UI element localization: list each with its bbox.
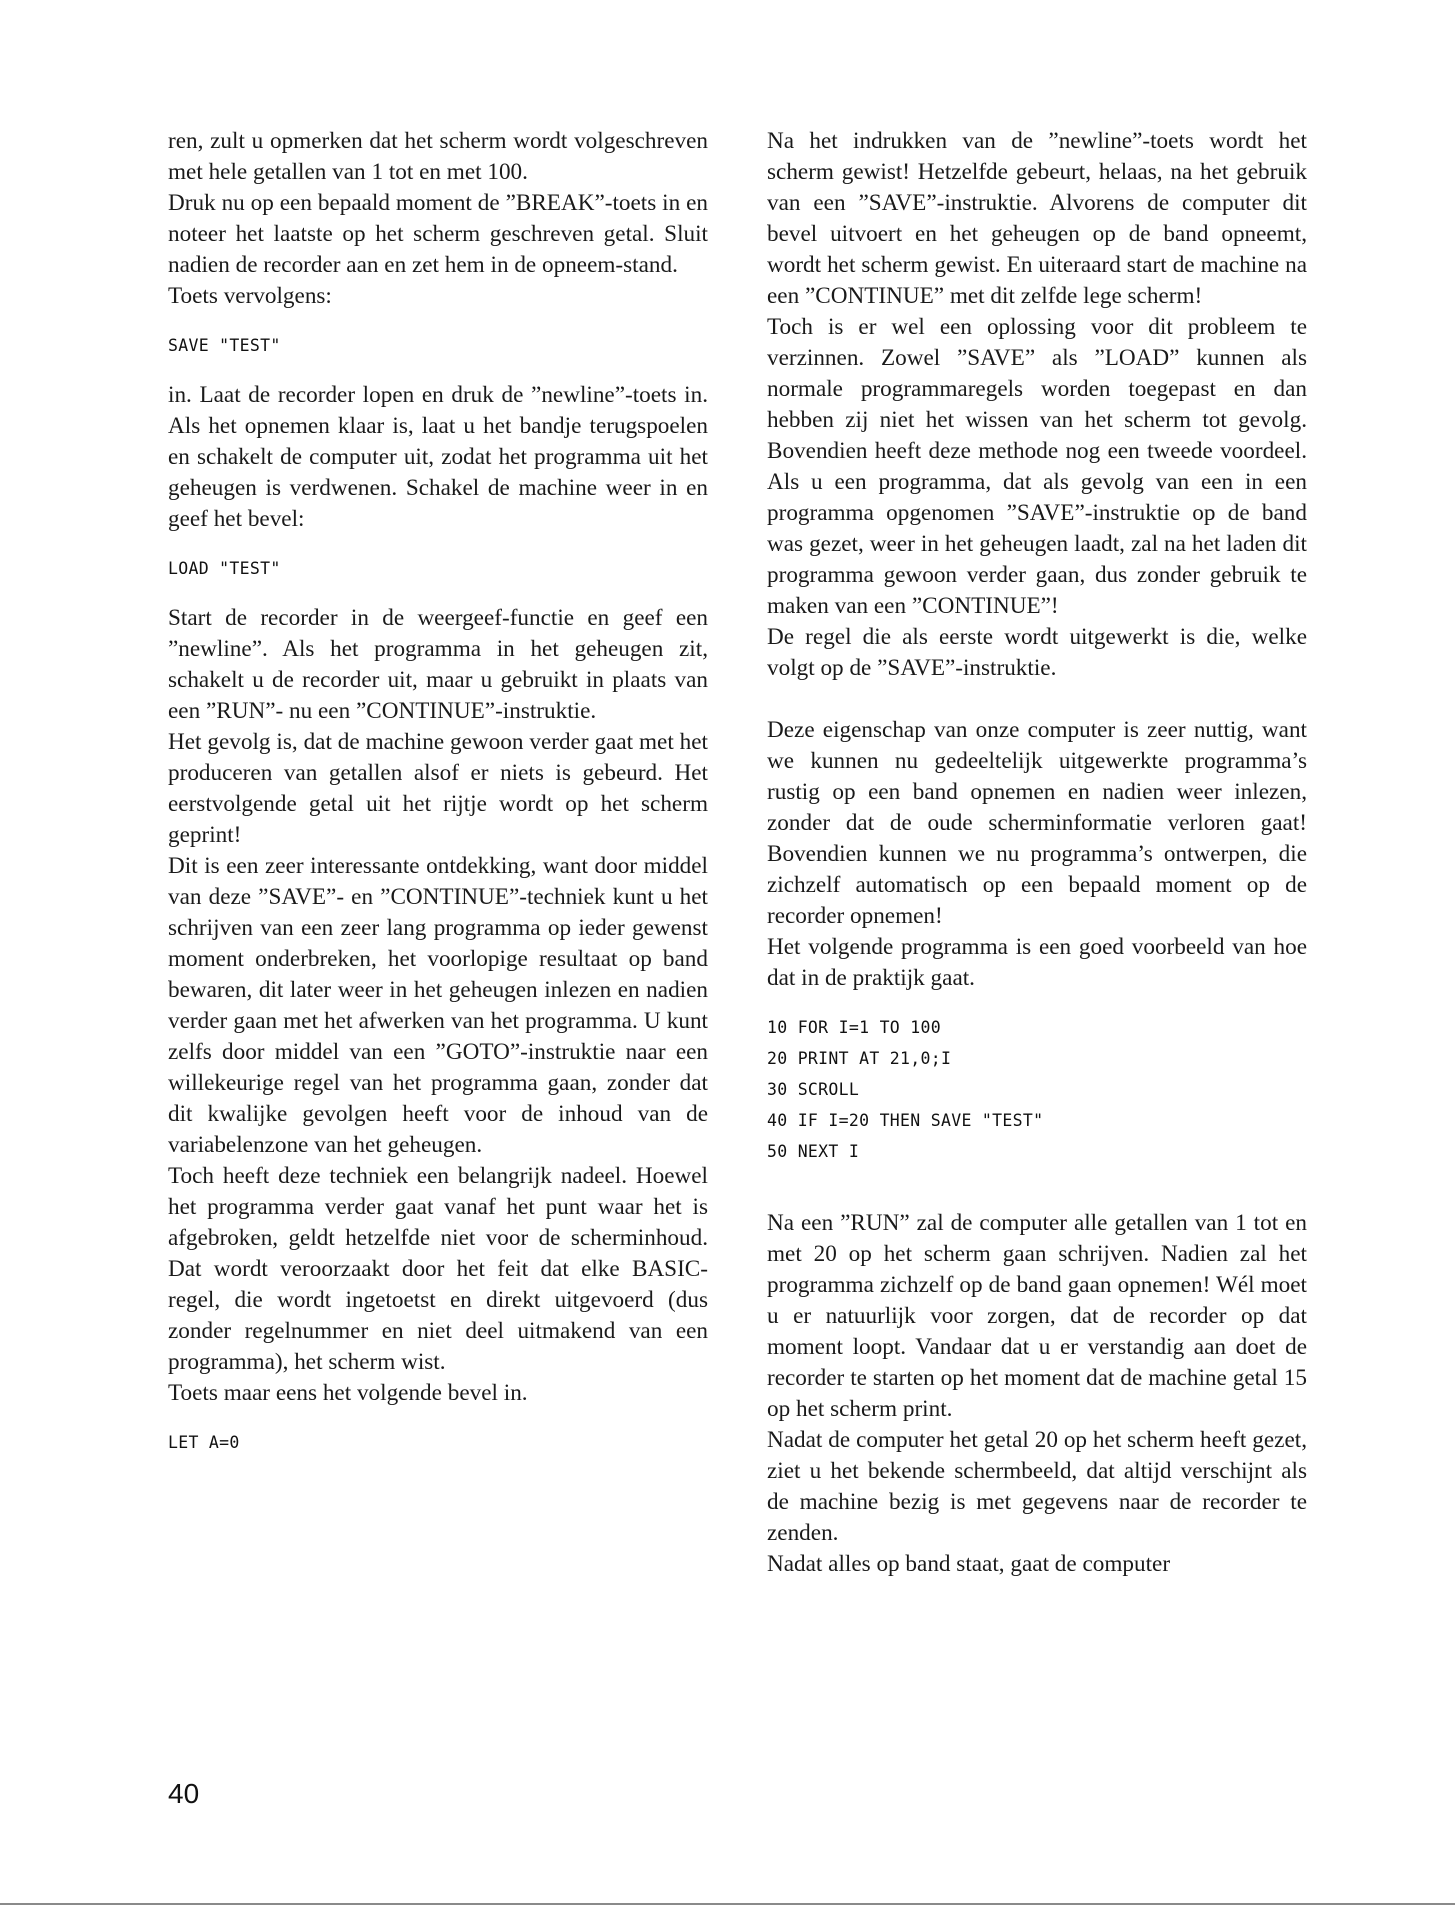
paragraph: De regel die als eerste wordt uitgewerkt is die, welke volgt op de ”SAVE”-instruktie. [767,624,1307,681]
paragraph: Toch heeft deze techniek een belangrijk nadeel. Hoewel het programma verder gaat vanaf het punt waar het is afgebroken, geldt hetzelfde niet voor de scherminhoud. Dat wordt veroorzaakt door het feit dat elke BASIC-regel, die wordt ingetoetst en direkt uitgevoerd (dus zonder regelnummer en niet deel uitmakend van een programma), het scherm wist. [168,1163,708,1375]
code-line: LOAD "TEST" [168,559,281,578]
paragraph: Deze eigenschap van onze computer is zeer nuttig, want we kunnen nu gedeeltelijk uitgewerkte programma’s rustig op een band opnemen en nadien weer inlezen, zonder dat de oude scherminformatie verloren gaat! Bovendien kunnen we nu programma’s ontwerpen, die zichzelf automatisch op een bepaald moment op de recorder opnemen! [767,717,1307,929]
paragraph: Toets vervolgens: [168,283,332,309]
spacer [767,684,1307,715]
paragraph: Dit is een zeer interessante ontdekking, want door middel van deze ”SAVE”- en ”CONTINUE”-techniek kunt u het schrijven van een zeer lang programma op ieder gewenst moment onderbreken, het voorlopige resultaat op band bewaren, dit later weer in het geheugen inlezen en nadien verder gaan met het afwerken van het programma. U kunt zelfs door middel van een ”GOTO”-instruktie naar een willekeurige regel van het programma gaan, zonder dat dit kwalijke gevolgen heeft voor de inhoud van de variabelenzone van het geheugen. [168,853,708,1158]
paragraph: Druk nu op een bepaald moment de ”BREAK”-toets in en noteer het laatste op het scherm geschreven getal. Sluit nadien de recorder aan en zet hem in de opneem-stand. [168,190,708,278]
code-line: 20 PRINT AT 21,0;I [767,1049,952,1068]
paragraph: Het volgende programma is een goed voorbeeld van hoe dat in de praktijk gaat. [767,934,1307,991]
paragraph: Na een ”RUN” zal de computer alle getallen van 1 tot en met 20 op het scherm gaan schrijven. Nadien zal het programma zichzelf op de band gaan opnemen! Wél moet u er natuurlijk voor zorgen, dat de recorder op dat moment loopt. Vandaar dat u er verstandig aan doet de recorder te starten op het moment dat de machine getal 15 op het scherm print. [767,1210,1307,1422]
code-line: 50 NEXT I [767,1142,860,1161]
paragraph: in. Laat de recorder lopen en druk de ”newline”-toets in. Als het opnemen klaar is, laat u het bandje terugspoelen en schakelt de computer uit, zodat het programma uit het geheugen is verdwenen. Schakel de machine weer in en geef het bevel: [168,382,708,532]
bottom-rule [0,1903,1455,1905]
paragraph: Na het indrukken van de ”newline”-toets wordt het scherm gewist! Hetzelfde gebeurt, helaas, na het gebruik van een ”SAVE”-instruktie. Alvorens de computer dit bevel uitvoert en het geheugen op de band opneemt, wordt het scherm gewist. En uiteraard start de machine na een ”CONTINUE” met dit zelfde lege scherm! [767,128,1307,309]
paragraph: Nadat alles op band staat, gaat de computer [767,1551,1171,1577]
right-column [767,126,1307,1580]
code-block [168,1427,708,1458]
paragraph: Het gevolg is, dat de machine gewoon verder gaat met het produceren van getallen alsof er niets is gebeurd. Het eerstvolgende getal uit het rijtje wordt op het scherm geprint! [168,729,708,848]
paragraph: Toch is er wel een oplossing voor dit probleem te verzinnen. Zowel ”SAVE” als ”LOAD” kunnen als normale programmaregels worden toegepast en dan hebben zij niet het wissen van het scherm tot gevolg. Bovendien heeft deze methode nog een tweede voordeel. Als u een programma, dat als gevolg van een in een programma opgenomen ”SAVE”-instruktie op de band was gezet, weer in het geheugen laadt, zal na het laden dit programma gewoon verder gaan, dus zonder gebruik te maken van een ”CONTINUE”! [767,314,1307,619]
paragraph: Toets maar eens het volgende bevel in. [168,1380,528,1406]
code-line: 10 FOR I=1 TO 100 [767,1018,941,1037]
page-number: 40 [168,1778,200,1809]
paragraph: Nadat de computer het getal 20 op het scherm heeft gezet, ziet u het bekende schermbeeld, dat altijd verschijnt als de machine bezig is met gegevens naar de recorder te zenden. [767,1427,1307,1546]
left-column [168,126,708,1477]
spacer [767,1186,1307,1208]
code-line: LET A=0 [168,1433,240,1452]
code-block [168,553,708,584]
paragraph: Start de recorder in de weergeef-functie en geef een ”newline”. Als het programma in het geheugen zit, schakelt u de recorder uit, maar u gebruikt in plaats van een ”RUN”- nu een ”CONTINUE”-instruktie. [168,605,708,724]
paragraph: ren, zult u opmerken dat het scherm wordt volgeschreven met hele getallen van 1 tot en met 100. [168,128,708,185]
code-line: 30 SCROLL [767,1080,860,1099]
code-line: SAVE "TEST" [168,336,281,355]
program-listing [767,1012,1307,1167]
code-block [168,330,708,361]
code-line: 40 IF I=20 THEN SAVE "TEST" [767,1111,1044,1130]
